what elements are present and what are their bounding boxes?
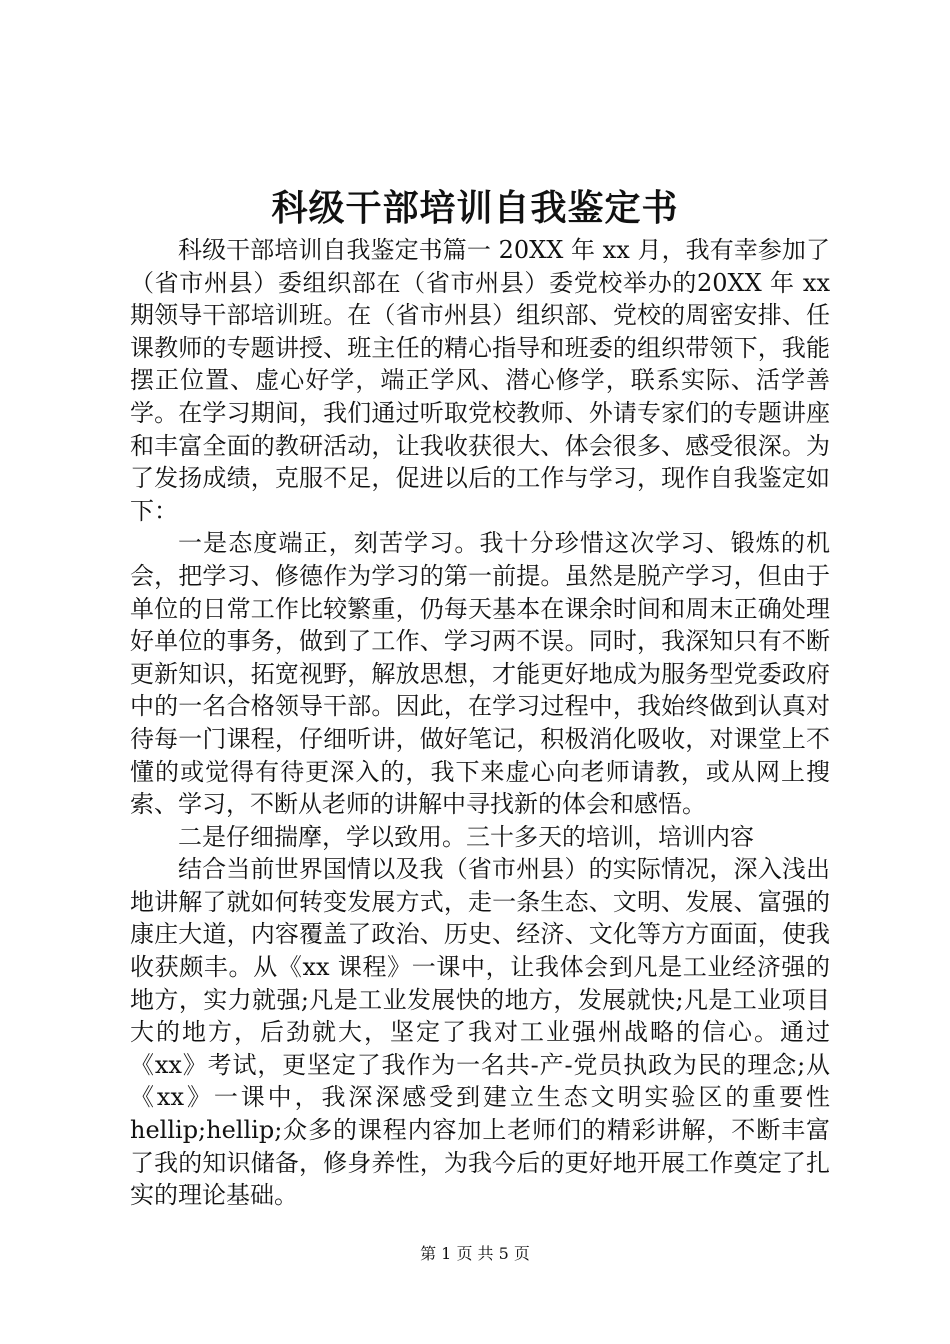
document-title: 科级干部培训自我鉴定书 — [271, 187, 679, 229]
paragraph-point-one: 一是态度端正，刻苦学习。我十分珍惜这次学习、锻炼的机会，把学习、修德作为学习的第一前提。虽然是脱产学习，但由于单位的日常工作比较繁重，仍每天基本在课余时间和周末正确处理好单位的事务，做到了工作、学习两不误。同时，我深知只有不断更新知识，拓宽视野，解放思想，才能更好地成为服务型党委政府中的一名合格领导干部。因此，在学习过程中，我始终做到认真对待每一门课程，仔细听讲，做好笔记，积极消化吸收，对课堂上不懂的或觉得有待更深入的，我下来虚心向老师请教，或从网上搜索、学习，不断从老师的讲解中寻找新的体会和感悟。 — [130, 529, 830, 819]
document-body — [130, 234, 830, 1212]
paragraph-point-two-continued: 结合当前世界国情以及我（省市州县）的实际情况，深入浅出地讲解了就如何转变发展方式，走一条生态、文明、发展、富强的康庄大道，内容覆盖了政治、历史、经济、文化等方方面面，使我收获颇丰。从《xx 课程》一课中，让我体会到凡是工业经济强的地方，实力就强;凡是工业发展快的地方，发展就快;凡是工业项目大的地方，后劲就大，坚定了我对工业强州战略的信心。通过《xx》考试，更坚定了我作为一名共-产-党员执政为民的理念;从《xx》一课中，我深深感受到建立生态文明实验区的重要性 hellip;hellip;众多的课程内容加上老师们的精彩讲解，不断丰富了我的知识储备，修身养性，为我今后的更好地开展工作奠定了扎实的理论基础。 — [130, 855, 830, 1210]
paragraph-intro: 科级干部培训自我鉴定书篇一 20XX 年 xx 月，我有幸参加了（省市州县）委组织部在（省市州县）委党校举办的20XX 年 xx 期领导干部培训班。在（省市州县）组织部、党校的周密安排、任课教师的专题讲授、班主任的精心指导和班委的组织带领下，我能摆正位置、虚心好学，端正学风、潜心修学，联系实际、活学善学。在学习期间，我们通过听取党校教师、外请专家们的专题讲座和丰富全面的教研活动，让我收获很大、体会很多、感受很深。为了发扬成绩，克服不足，促进以后的工作与学习，现作自我鉴定如下： — [130, 236, 830, 525]
page-number-footer: 第 1 页 共 5 页 — [420, 1244, 530, 1263]
paragraph-point-two: 二是仔细揣摩，学以致用。三十多天的培训，培训内容 — [178, 822, 754, 851]
